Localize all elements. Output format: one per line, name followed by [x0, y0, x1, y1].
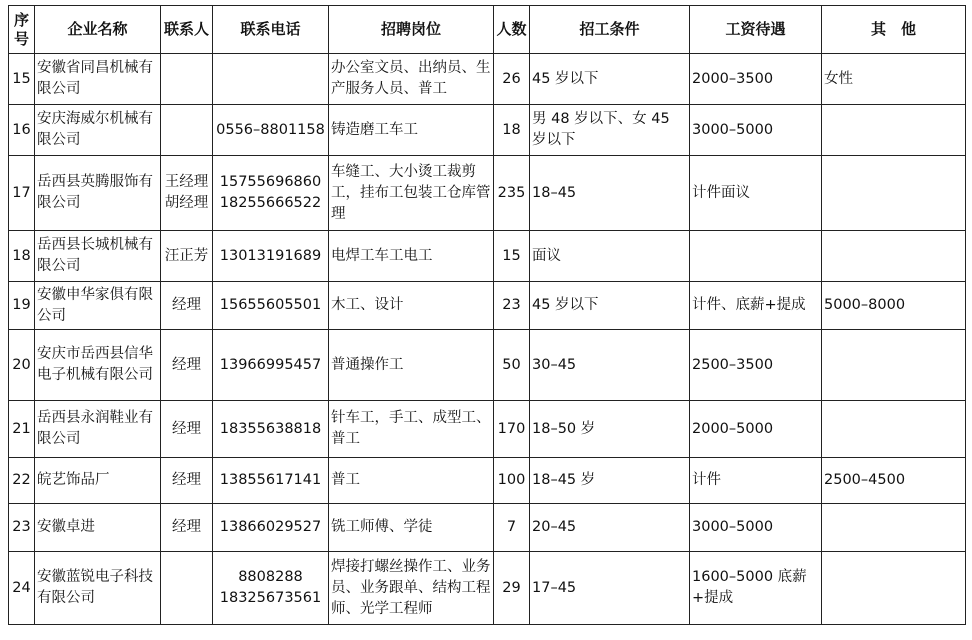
cell-conditions: 18–45	[530, 156, 690, 231]
cell-positions: 普通操作工	[329, 330, 494, 401]
cell-seq: 15	[9, 54, 35, 105]
table-row	[9, 458, 966, 504]
header-phone: 联系电话	[213, 6, 329, 54]
cell-contact: 经理	[161, 504, 213, 552]
cell-salary: 2500–3500	[690, 330, 822, 401]
cell-seq: 21	[9, 401, 35, 458]
cell-phone: 8808288 18325673561	[213, 552, 329, 625]
cell-conditions: 男 48 岁以下、女 45 岁以下	[530, 105, 690, 156]
table-row	[9, 156, 966, 231]
cell-positions: 铣工师傅、学徒	[329, 504, 494, 552]
cell-count: 15	[494, 231, 530, 282]
recruitment-table	[8, 5, 966, 625]
table-row	[9, 105, 966, 156]
cell-contact: 经理	[161, 282, 213, 330]
cell-company: 岳西县英腾服饰有限公司	[35, 156, 161, 231]
header-positions: 招聘岗位	[329, 6, 494, 54]
cell-salary: 2000–3500	[690, 54, 822, 105]
cell-company: 安徽申华家俱有限公司	[35, 282, 161, 330]
cell-other	[822, 504, 966, 552]
cell-phone: 18355638818	[213, 401, 329, 458]
cell-positions: 车缝工、大小烫工裁剪工，挂布工包装工仓库管理	[329, 156, 494, 231]
cell-other: 2500–4500	[822, 458, 966, 504]
cell-company: 皖艺饰品厂	[35, 458, 161, 504]
cell-contact: 汪正芳	[161, 231, 213, 282]
cell-other	[822, 231, 966, 282]
cell-other	[822, 552, 966, 625]
cell-salary	[690, 231, 822, 282]
table-row	[9, 401, 966, 458]
cell-company: 岳西县长城机械有限公司	[35, 231, 161, 282]
header-seq: 序号	[9, 6, 35, 54]
table-row	[9, 282, 966, 330]
cell-count: 100	[494, 458, 530, 504]
cell-positions: 普工	[329, 458, 494, 504]
cell-count: 170	[494, 401, 530, 458]
cell-company: 安庆市岳西县信华电子机械有限公司	[35, 330, 161, 401]
header-contact: 联系人	[161, 6, 213, 54]
table-row	[9, 54, 966, 105]
cell-seq: 19	[9, 282, 35, 330]
cell-salary: 计件、底薪+提成	[690, 282, 822, 330]
cell-seq: 24	[9, 552, 35, 625]
cell-phone: 13855617141	[213, 458, 329, 504]
cell-phone: 13866029527	[213, 504, 329, 552]
cell-contact	[161, 552, 213, 625]
cell-company: 安徽省同昌机械有限公司	[35, 54, 161, 105]
table-row	[9, 330, 966, 401]
cell-salary: 计件面议	[690, 156, 822, 231]
cell-count: 50	[494, 330, 530, 401]
table-row	[9, 552, 966, 625]
cell-contact: 王经理 胡经理	[161, 156, 213, 231]
cell-salary: 3000–5000	[690, 105, 822, 156]
cell-count: 26	[494, 54, 530, 105]
cell-phone: 0556–8801158	[213, 105, 329, 156]
cell-other	[822, 105, 966, 156]
cell-seq: 20	[9, 330, 35, 401]
cell-seq: 18	[9, 231, 35, 282]
cell-count: 23	[494, 282, 530, 330]
cell-phone: 13966995457	[213, 330, 329, 401]
table-row	[9, 231, 966, 282]
cell-phone	[213, 54, 329, 105]
cell-other: 女性	[822, 54, 966, 105]
cell-positions: 办公室文员、出纳员、生产服务人员、普工	[329, 54, 494, 105]
cell-company: 安徽卓进	[35, 504, 161, 552]
cell-other	[822, 156, 966, 231]
cell-count: 18	[494, 105, 530, 156]
cell-other	[822, 330, 966, 401]
cell-conditions: 30–45	[530, 330, 690, 401]
cell-phone: 13013191689	[213, 231, 329, 282]
cell-other: 5000–8000	[822, 282, 966, 330]
cell-count: 7	[494, 504, 530, 552]
cell-other	[822, 401, 966, 458]
cell-contact: 经理	[161, 330, 213, 401]
cell-conditions: 18–45 岁	[530, 458, 690, 504]
cell-positions: 铸造磨工车工	[329, 105, 494, 156]
cell-contact: 经理	[161, 401, 213, 458]
cell-positions: 焊接打螺丝操作工、业务员、业务跟单、结构工程师、光学工程师	[329, 552, 494, 625]
cell-company: 岳西县永润鞋业有限公司	[35, 401, 161, 458]
cell-contact	[161, 54, 213, 105]
cell-contact: 经理	[161, 458, 213, 504]
cell-salary: 3000–5000	[690, 504, 822, 552]
header-other: 其 他	[822, 6, 966, 54]
cell-conditions: 45 岁以下	[530, 282, 690, 330]
cell-count: 29	[494, 552, 530, 625]
cell-salary: 计件	[690, 458, 822, 504]
cell-conditions: 18–50 岁	[530, 401, 690, 458]
cell-conditions: 面议	[530, 231, 690, 282]
cell-positions: 木工、设计	[329, 282, 494, 330]
header-salary: 工资待遇	[690, 6, 822, 54]
cell-positions: 针车工，手工、成型工、普工	[329, 401, 494, 458]
cell-seq: 22	[9, 458, 35, 504]
header-company: 企业名称	[35, 6, 161, 54]
header-row	[9, 6, 966, 54]
cell-seq: 23	[9, 504, 35, 552]
cell-seq: 16	[9, 105, 35, 156]
table-row	[9, 504, 966, 552]
cell-conditions: 17–45	[530, 552, 690, 625]
cell-conditions: 45 岁以下	[530, 54, 690, 105]
cell-company: 安徽蓝锐电子科技有限公司	[35, 552, 161, 625]
cell-conditions: 20–45	[530, 504, 690, 552]
cell-count: 235	[494, 156, 530, 231]
cell-seq: 17	[9, 156, 35, 231]
cell-salary: 2000–5000	[690, 401, 822, 458]
header-conditions: 招工条件	[530, 6, 690, 54]
cell-positions: 电焊工车工电工	[329, 231, 494, 282]
cell-salary: 1600–5000 底薪+提成	[690, 552, 822, 625]
cell-contact	[161, 105, 213, 156]
header-count: 人数	[494, 6, 530, 54]
cell-phone: 15755696860 18255666522	[213, 156, 329, 231]
cell-phone: 15655605501	[213, 282, 329, 330]
cell-company: 安庆海威尔机械有限公司	[35, 105, 161, 156]
